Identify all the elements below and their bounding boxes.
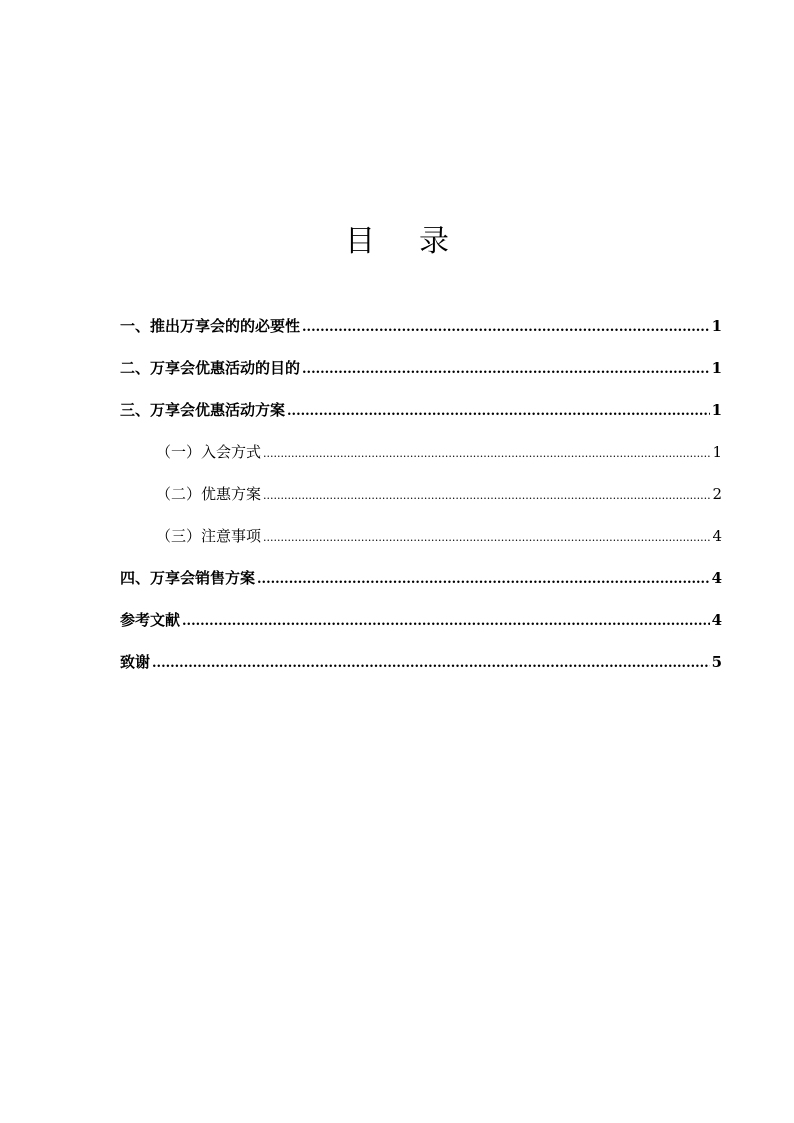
toc-entry-label: 三、万享会优惠活动方案 (120, 401, 286, 419)
toc-title (0, 222, 794, 262)
toc-title-char-2: 录 (419, 224, 449, 259)
toc-page-number: 1 (711, 359, 722, 377)
toc-entry-label: 参考文献 (120, 611, 181, 629)
toc-entry-label: 四、万享会销售方案 (120, 569, 256, 587)
toc-entry-plan[interactable] (120, 396, 722, 438)
toc-leader-dots (302, 356, 710, 384)
toc-entry-discount-plan[interactable] (120, 480, 722, 522)
toc-page-number: 4 (711, 569, 722, 587)
toc-leader-dots (182, 608, 710, 636)
toc-page-number: 4 (711, 611, 722, 629)
toc-page-number: 4 (712, 527, 722, 545)
toc-leader-dots (263, 482, 710, 510)
toc-entry-label: 一、推出万享会的的必要性 (120, 317, 301, 335)
toc-list (120, 312, 722, 690)
toc-entry-label: 二、万享会优惠活动的目的 (120, 359, 301, 377)
toc-entry-label: （一）入会方式 (156, 443, 262, 461)
toc-leader-dots (152, 650, 710, 678)
toc-leader-dots (287, 398, 710, 426)
toc-leader-dots (263, 524, 710, 552)
toc-entry-necessity[interactable] (120, 312, 722, 354)
toc-page-number: 5 (711, 653, 722, 671)
toc-page-number: 2 (712, 485, 722, 503)
toc-entry-purpose[interactable] (120, 354, 722, 396)
toc-leader-dots (257, 566, 710, 594)
toc-page-number: 1 (712, 443, 722, 461)
toc-entry-membership-method[interactable] (120, 438, 722, 480)
toc-leader-dots (302, 314, 710, 342)
toc-leader-dots (263, 440, 710, 468)
toc-entry-references[interactable] (120, 606, 722, 648)
toc-entry-acknowledgements[interactable] (120, 648, 722, 690)
toc-entry-label: （三）注意事项 (156, 527, 262, 545)
toc-entry-label: （二）优惠方案 (156, 485, 262, 503)
toc-title-char-1: 目 (345, 224, 375, 259)
toc-entry-label: 致谢 (120, 653, 151, 671)
toc-entry-sales-plan[interactable] (120, 564, 722, 606)
toc-page-number: 1 (711, 401, 722, 419)
toc-entry-notes[interactable] (120, 522, 722, 564)
toc-page-number: 1 (711, 317, 722, 335)
